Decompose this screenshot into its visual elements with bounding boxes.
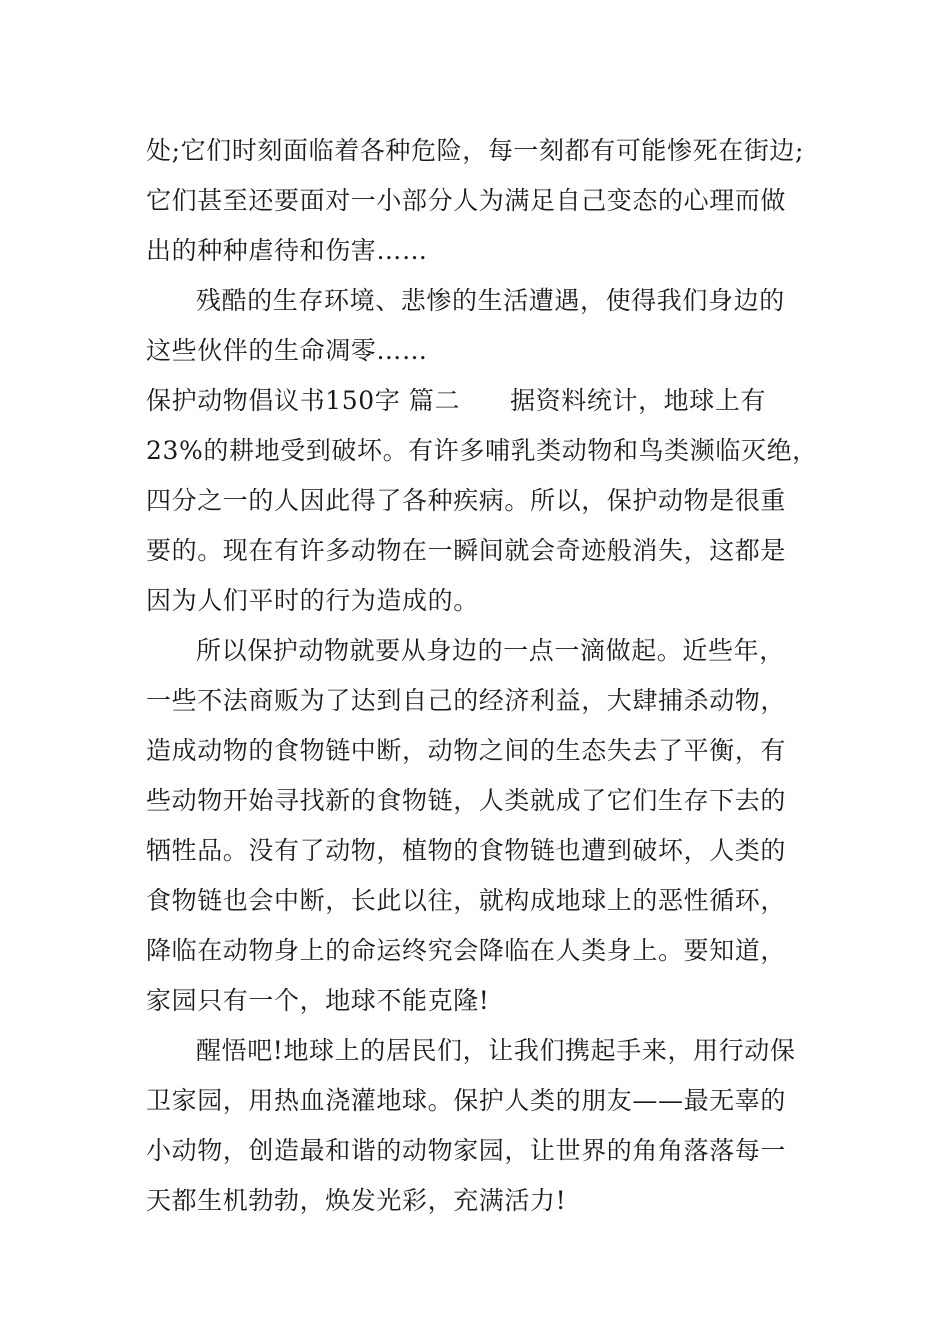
text-line: 处;它们时刻面临着各种危险，每一刻都有可能惨死在街边;	[146, 136, 805, 165]
text-line: 降临在动物身上的命运终究会降临在人类身上。要知道，	[146, 936, 787, 965]
text-line: 造成动物的食物链中断，动物之间的生态失去了平衡，有	[146, 736, 787, 765]
section-heading: 保护动物倡议书150字 篇二	[146, 386, 461, 415]
text-line: 家园只有一个，地球不能克隆!	[146, 986, 490, 1015]
text-line: 四分之一的人因此得了各种疾病。所以，保护动物是很重	[146, 486, 787, 515]
text-line: 23%的耕地受到破坏。有许多哺乳类动物和鸟类濒临灭绝，	[146, 436, 818, 465]
text-line: 出的种种虐待和伤害……	[146, 236, 428, 265]
text-line: 要的。现在有许多动物在一瞬间就会奇迹般消失，这都是	[146, 536, 787, 565]
paragraph-start-line: 所以保护动物就要从身边的一点一滴做起。近些年，	[196, 636, 785, 665]
paragraph-start-line: 残酷的生存环境、悲惨的生活遭遇，使得我们身边的	[196, 286, 785, 315]
text-line: 卫家园，用热血浇灌地球。保护人类的朋友——最无辜的	[146, 1086, 787, 1115]
paragraph-start-line: 醒悟吧!地球上的居民们，让我们携起手来，用行动保	[196, 1036, 796, 1065]
text-line: 些动物开始寻找新的食物链，人类就成了它们生存下去的	[146, 786, 787, 815]
text-line: 它们甚至还要面对一小部分人为满足自己变态的心理而做	[146, 186, 787, 215]
text-line: 天都生机勃勃，焕发光彩，充满活力!	[146, 1186, 567, 1215]
text-line: 一些不法商贩为了达到自己的经济利益，大肆捕杀动物，	[146, 686, 787, 715]
text-line: 小动物，创造最和谐的动物家园，让世界的角角落落每一	[146, 1136, 787, 1165]
section-heading-line	[146, 386, 766, 416]
text-line: 食物链也会中断，长此以往，就构成地球上的恶性循环，	[146, 886, 787, 915]
text-line: 牺牲品。没有了动物，植物的食物链也遭到破坏，人类的	[146, 836, 787, 865]
section-first-sentence: 据资料统计，地球上有	[510, 386, 767, 415]
text-line: 这些伙伴的生命凋零……	[146, 336, 428, 365]
text-line: 因为人们平时的行为造成的。	[146, 586, 479, 615]
